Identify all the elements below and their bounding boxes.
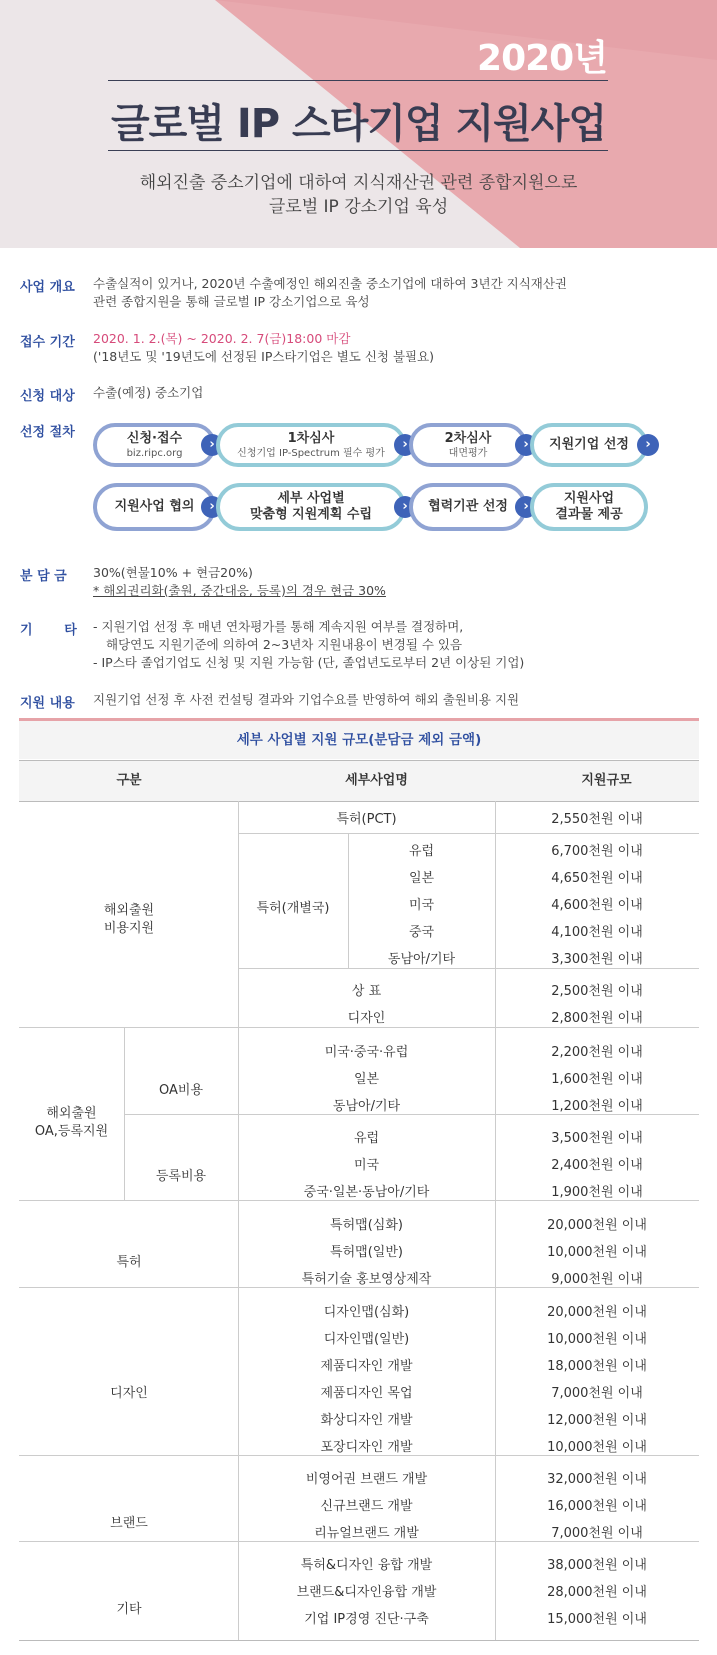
group-filing-cost-2: 비용지원 [103, 921, 155, 936]
row-program-name: 특허기술 홍보영상제작 [301, 1272, 432, 1287]
arrow-right-icon: › [201, 434, 223, 456]
row-amount: 9,000천원 이내 [551, 1272, 643, 1287]
process-label: 선정 절차 [20, 425, 75, 440]
table-rule [495, 801, 496, 1640]
row-program-name: 동남아/기타 [387, 952, 456, 967]
table-rule [238, 833, 699, 834]
group-design: 디자인 [110, 1386, 148, 1401]
table-rule [19, 1027, 699, 1028]
step-result-title: 지원사업 [563, 491, 615, 506]
row-program-name: 포장디자인 개발 [320, 1440, 413, 1455]
subgroup-registration-cost: 등록비용 [155, 1169, 207, 1184]
step-selection [530, 423, 648, 467]
arrow-right-icon: › [394, 496, 416, 518]
arrow-right-icon: › [201, 496, 223, 518]
row-amount: 4,100천원 이내 [551, 925, 643, 940]
col-amount: 지원규모 [581, 773, 632, 788]
etc-text-1: - 지원기업 선정 후 매년 연차평가를 통해 계속지원 여부를 결정하며, [93, 619, 464, 634]
col-program: 세부사업명 [345, 773, 408, 788]
row-program-name: 중국 [408, 925, 435, 940]
overview-text-1: 수출실적이 있거나, 2020년 수출예정인 해외진출 중소기업에 대하여 3년간 지식재산권 [93, 276, 568, 291]
col-category: 구분 [116, 773, 142, 788]
header-year: 2020년 [477, 38, 607, 79]
header-subtitle-1: 해외진출 중소기업에 대하여 지식재산권 관련 종합지원으로 [139, 173, 578, 193]
row-program-name: 비영어권 브랜드 개발 [305, 1472, 428, 1487]
target-label: 신청 대상 [20, 389, 75, 404]
row-amount: 3,300천원 이내 [551, 952, 643, 967]
group-brand: 브랜드 [110, 1516, 148, 1531]
content-text: 지원기업 선정 후 사전 컨설팅 결과와 기업수요를 반영하여 해외 출원비용 지원 [93, 692, 520, 707]
step-apply-sub: biz.ripc.org [126, 447, 183, 459]
row-program-name: 유럽 [353, 1131, 380, 1146]
step-consult [93, 483, 216, 531]
row-program-name: 일본 [353, 1072, 380, 1087]
step-partner-title: 협력기관 선정 [428, 499, 508, 514]
row-program-name: 특허맵(일반) [330, 1245, 403, 1260]
row-amount: 3,500천원 이내 [551, 1131, 643, 1146]
content-label: 지원 내용 [20, 696, 75, 711]
group-filing-cost [19, 902, 239, 938]
row-program-name: 중국·일본·동남아/기타 [303, 1185, 430, 1200]
row-program-name: 특허(PCT) [336, 812, 397, 827]
header-banner [0, 0, 717, 248]
group-oa-registration-2: OA,등록지원 [34, 1124, 109, 1139]
row-amount: 2,200천원 이내 [551, 1045, 643, 1060]
row-program-name: 디자인 [347, 1011, 386, 1026]
row-program-name: 리뉴얼브랜드 개발 [314, 1526, 419, 1541]
step-result-title-2: 결과물 제공 [555, 507, 623, 522]
share-label: 분 담 금 [20, 569, 67, 584]
row-program-name: 미국 [408, 898, 435, 913]
row-amount: 2,800천원 이내 [551, 1011, 643, 1026]
row-amount: 1,200천원 이내 [551, 1099, 643, 1114]
step-first-review-sub: 신청기업 IP-Spectrum 필수 평가 [237, 447, 385, 459]
step-result [530, 483, 648, 531]
step-plan-title: 세부 사업별 [277, 491, 345, 506]
row-program-name: 미국 [353, 1158, 380, 1173]
row-program-name: 기업 IP경영 진단·구축 [304, 1612, 429, 1627]
period-text-1: 2020. 1. 2.(목) ~ 2020. 2. 7(금)18:00 마감 [93, 331, 351, 346]
row-amount: 20,000천원 이내 [547, 1218, 647, 1233]
row-program-name: 동남아/기타 [332, 1099, 401, 1114]
step-apply-title: 신청·접수 [126, 430, 183, 446]
header-subtitle-2: 글로벌 IP 강소기업 육성 [268, 197, 449, 217]
arrow-right-icon: › [515, 496, 537, 518]
table-rule [19, 1287, 699, 1288]
subgroup-oa-cost: OA비용 [158, 1083, 203, 1098]
row-amount: 1,600천원 이내 [551, 1072, 643, 1087]
row-program-name: 미국·중국·유럽 [324, 1045, 409, 1060]
table-rule [19, 1640, 699, 1641]
table-caption: 세부 사업별 지원 규모(분담금 제외 금액) [19, 721, 699, 759]
row-program-name: 제품디자인 개발 [320, 1359, 413, 1374]
arrow-right-icon: › [394, 434, 416, 456]
row-amount: 18,000천원 이내 [547, 1359, 647, 1374]
arrow-right-icon: › [637, 434, 659, 456]
row-amount: 28,000천원 이내 [547, 1585, 647, 1600]
row-program-name: 디자인맵(심화) [323, 1305, 410, 1320]
row-amount: 7,000천원 이내 [551, 1386, 643, 1401]
row-program-name: 제품디자인 목업 [320, 1386, 413, 1401]
row-amount: 15,000천원 이내 [547, 1612, 647, 1627]
row-amount: 20,000천원 이내 [547, 1305, 647, 1320]
row-amount: 38,000천원 이내 [547, 1558, 647, 1573]
row-amount: 10,000천원 이내 [547, 1440, 647, 1455]
target-text: 수출(예정) 중소기업 [93, 385, 204, 400]
step-first-review-title: 1차심사 [287, 430, 335, 446]
row-amount: 2,500천원 이내 [551, 984, 643, 999]
row-amount: 32,000천원 이내 [547, 1472, 647, 1487]
row-amount: 12,000천원 이내 [547, 1413, 647, 1428]
row-program-name: 화상디자인 개발 [320, 1413, 413, 1428]
step-selection-title: 지원기업 선정 [549, 437, 629, 452]
row-amount: 1,900천원 이내 [551, 1185, 643, 1200]
row-amount: 7,000천원 이내 [551, 1526, 643, 1541]
arrow-right-icon: › [515, 434, 537, 456]
row-amount: 10,000천원 이내 [547, 1332, 647, 1347]
table-rule [348, 833, 349, 968]
overview-text-2: 관련 종합지원을 통해 글로벌 IP 강소기업으로 육성 [93, 294, 370, 309]
table-rule [238, 968, 699, 969]
table-rule [19, 1455, 699, 1456]
row-program-name: 신규브랜드 개발 [320, 1499, 413, 1514]
row-program-name: 브랜드&디자인융합 개발 [296, 1585, 437, 1600]
group-oa-registration-1: 해외출원 [46, 1106, 97, 1121]
row-program-name: 상 표 [351, 984, 382, 999]
row-amount: 4,600천원 이내 [551, 898, 643, 913]
etc-text-3: - IP스타 졸업기업도 신청 및 지원 가능함 (단, 졸업년도로부터 2년 이상된 기업) [93, 655, 525, 670]
row-program-name: 특허&디자인 융합 개발 [300, 1558, 433, 1573]
step-consult-title: 지원사업 협의 [114, 499, 195, 514]
page-title: 글로벌 IP 스타기업 지원사업 [110, 101, 607, 147]
row-program-name: 일본 [408, 871, 435, 886]
etc-text-2: 해당연도 지원기준에 의하여 2~3년차 지원내용이 변경될 수 있음 [106, 637, 463, 652]
row-amount: 4,650천원 이내 [551, 871, 643, 886]
group-oa-registration [19, 1105, 124, 1141]
group-filing-cost-1: 해외출원 [103, 903, 155, 918]
step-second-review-title: 2차심사 [444, 430, 492, 446]
row-program-name: 디자인맵(일반) [323, 1332, 410, 1347]
table-rule [19, 1200, 699, 1201]
row-amount: 16,000천원 이내 [547, 1499, 647, 1514]
row-amount: 6,700천원 이내 [551, 844, 643, 859]
table-rule [124, 1114, 699, 1115]
share-text-1: 30%(현물10% + 현금20%) [93, 565, 253, 580]
header-divider-top [108, 80, 608, 81]
header-divider-bottom [108, 150, 608, 151]
step-apply [93, 423, 216, 467]
group-patent: 특허 [116, 1255, 142, 1270]
share-text-2: * 해외권리화(출원, 중간대응, 등록)의 경우 현금 30% [93, 583, 386, 598]
etc-label: 기 타 [20, 623, 77, 638]
group-etc: 기타 [116, 1602, 142, 1617]
row-program-name: 특허맵(심화) [330, 1218, 403, 1233]
table-header [19, 760, 699, 802]
table-rule [19, 1541, 699, 1542]
step-plan-title-2: 맞춤형 지원계획 수립 [249, 507, 373, 522]
period-label: 접수 기간 [20, 335, 75, 350]
overview-label: 사업 개요 [20, 280, 75, 295]
row-amount: 2,550천원 이내 [551, 812, 643, 827]
step-partner [409, 483, 527, 531]
row-program-name: 유럽 [408, 844, 435, 859]
step-second-review [409, 423, 527, 467]
row-amount: 10,000천원 이내 [547, 1245, 647, 1260]
step-first-review [216, 423, 406, 467]
subgroup-patent-country: 특허(개별국) [256, 901, 330, 916]
row-amount: 2,400천원 이내 [551, 1158, 643, 1173]
step-second-review-sub: 대면평가 [448, 447, 488, 459]
step-plan [216, 483, 406, 531]
period-text-2: ('18년도 및 '19년도에 선정된 IP스타기업은 별도 신청 불필요) [93, 349, 435, 364]
